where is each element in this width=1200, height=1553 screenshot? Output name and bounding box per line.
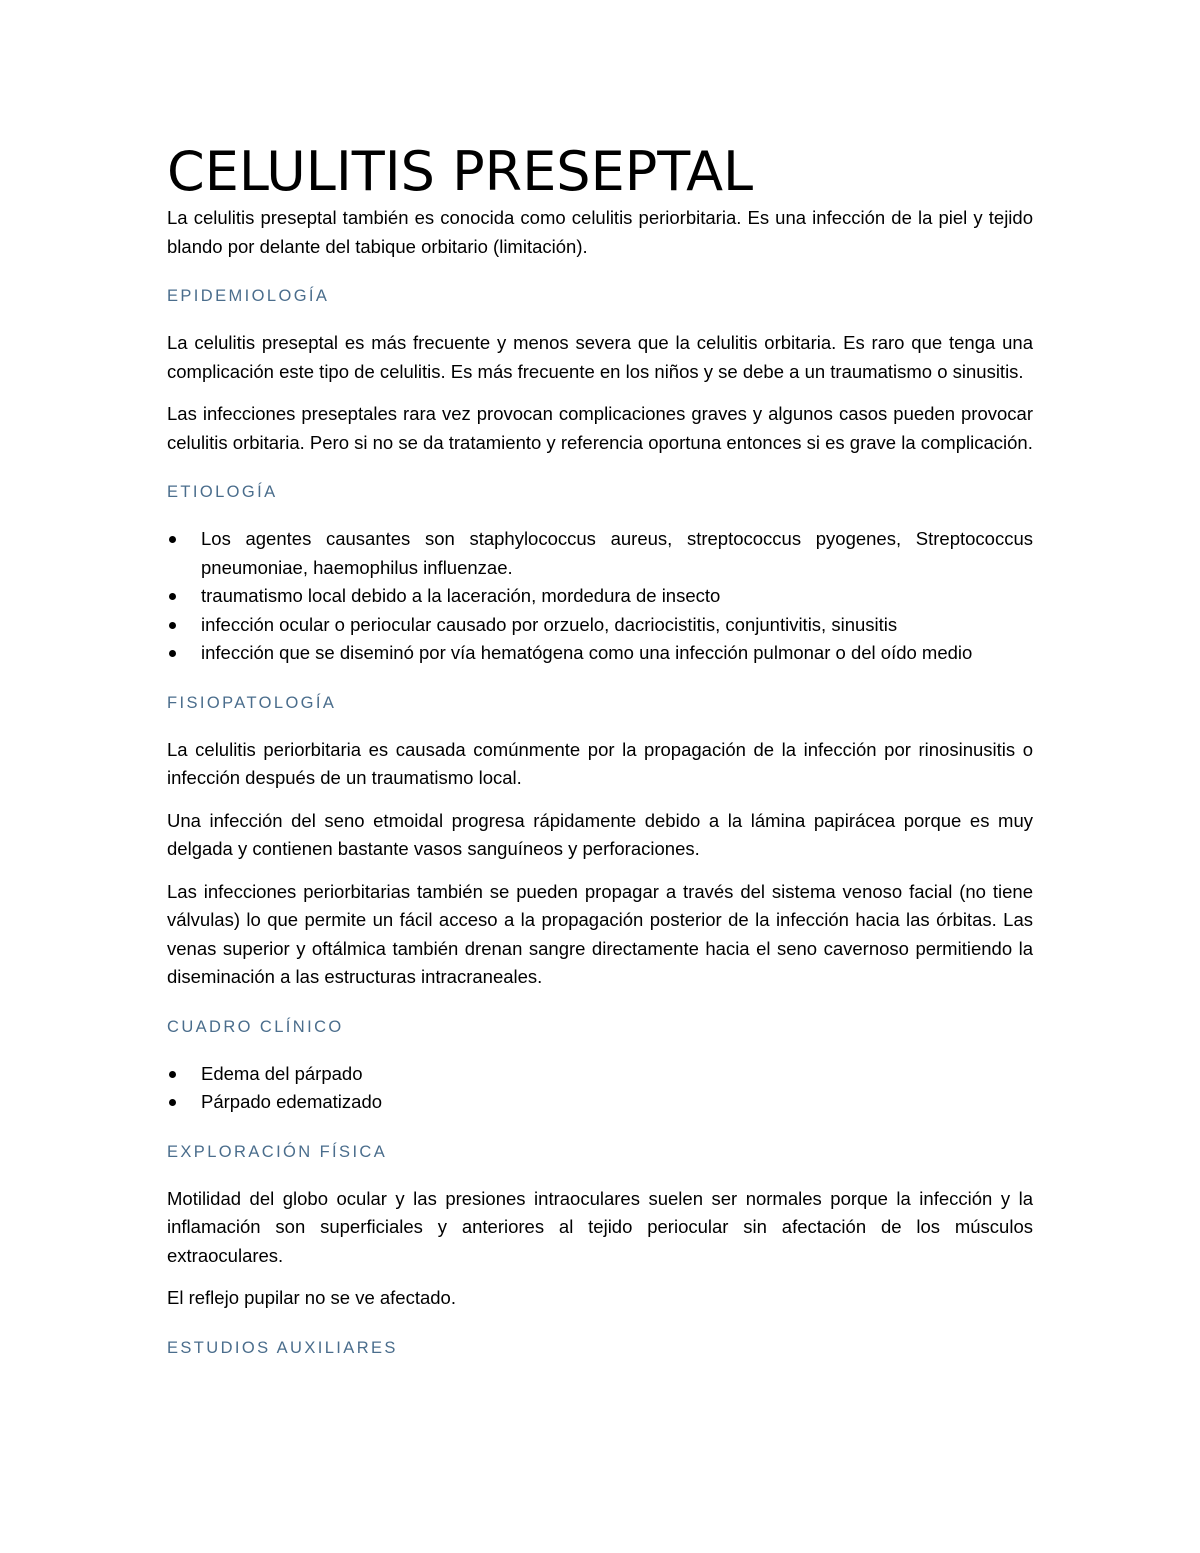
exploracion-paragraph-2: El reflejo pupilar no se ve afectado. — [167, 1287, 456, 1308]
heading-fisiopatologia: FISIOPATOLOGÍA — [167, 693, 337, 712]
fisiopatologia-paragraph-1: La celulitis periorbitaria es causada comúnmente por la propagación de la infección por rinosinusitis o infección después de un traumatismo local. — [167, 738, 1033, 788]
list-item: Los agentes causantes son staphylococcus aureus, streptococcus pyogenes, Streptococcus pneumoniae, haemophilus influenzae. — [167, 525, 1033, 582]
epidemiologia-paragraph-1: La celulitis preseptal es más frecuente y menos severa que la celulitis orbitaria. Es raro que tenga una complicación este tipo de celulitis. Es más frecuente en los niños y se debe a un traumatismo o sinusitis. — [167, 332, 1033, 382]
heading-epidemiologia: EPIDEMIOLOGÍA — [167, 287, 330, 305]
fisiopatologia-paragraph-3: Las infecciones periorbitarias también se pueden propagar a través del sistema venoso facial (no tiene válvulas) lo que permite un fácil acceso a la propagación posterior de la infección hacia las órbitas. Las venas superior y oftálmica también drenan sangre directamente hacia el seno cavernoso permitiendo la diseminación a las estructuras intracraneales. — [167, 880, 1033, 987]
cuadro-clinico-list — [167, 1060, 1033, 1117]
etiologia-list — [167, 525, 1033, 668]
heading-cuadro-clinico: CUADRO CLÍNICO — [167, 1017, 344, 1036]
epidemiologia-paragraph-2: Las infecciones preseptales rara vez provocan complicaciones graves y algunos casos pueden provocar celulitis orbitaria. Pero si no se da tratamiento y referencia oportuna entonces si es grave la complicación. — [167, 403, 1033, 453]
bullet-icon — [169, 536, 176, 543]
exploracion-paragraph-1: Motilidad del globo ocular y las presiones intraoculares suelen ser normales porque la infección y la inflamación son superficiales y anteriores al tejido periocular sin afectación de los músculos extraoculares. — [167, 1187, 1033, 1266]
bullet-icon — [169, 1071, 176, 1078]
heading-exploracion-fisica: EXPLORACIÓN FÍSICA — [167, 1142, 388, 1161]
heading-estudios-auxiliares: ESTUDIOS AUXILIARES — [167, 1338, 398, 1357]
list-item: Párpado edematizado — [167, 1088, 1033, 1117]
fisiopatologia-paragraph-2: Una infección del seno etmoidal progresa rápidamente debido a la lámina papirácea porque es muy delgada y contienen bastante vasos sanguíneos y perforaciones. — [167, 809, 1033, 859]
document-page — [167, 140, 1033, 1381]
list-item: Edema del párpado — [167, 1060, 1033, 1089]
bullet-icon — [169, 1099, 176, 1106]
document-title: CELULITIS PRESEPTAL — [167, 140, 754, 203]
intro-paragraph: La celulitis preseptal también es conocida como celulitis periorbitaria. Es una infección de la piel y tejido blando por delante del tabique orbitario (limitación). — [167, 207, 1033, 257]
list-item: traumatismo local debido a la laceración, mordedura de insecto — [167, 582, 1033, 611]
list-item: infección ocular o periocular causado por orzuelo, dacriocistitis, conjuntivitis, sinusitis — [167, 611, 1033, 640]
heading-etiologia: ETIOLOGÍA — [167, 483, 278, 501]
bullet-icon — [169, 622, 176, 629]
bullet-icon — [169, 593, 176, 600]
list-item: infección que se diseminó por vía hematógena como una infección pulmonar o del oído medio — [167, 639, 1033, 668]
bullet-icon — [169, 650, 176, 657]
